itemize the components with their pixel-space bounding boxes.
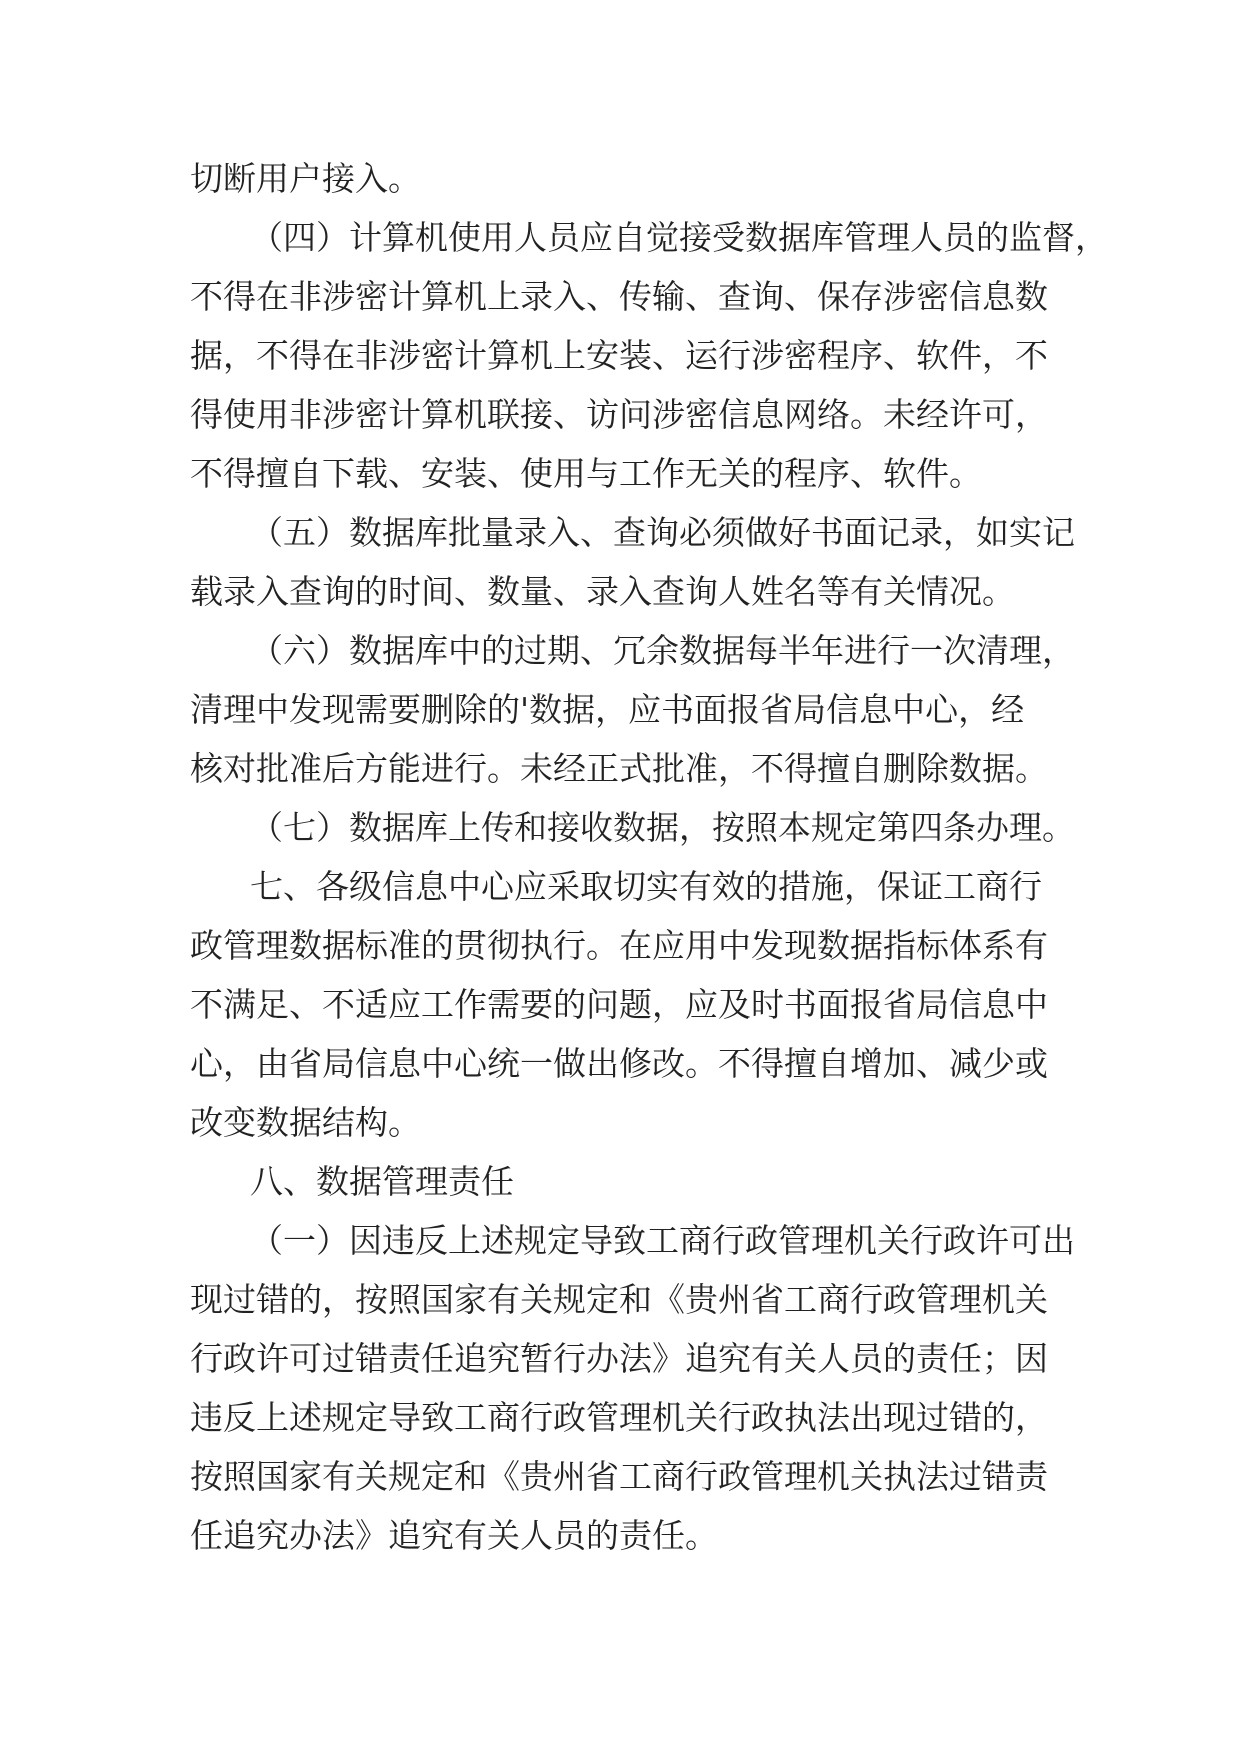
text-line: 载录入查询的时间、数量、录入查询人姓名等有关情况。 — [190, 572, 1015, 611]
text-line: 得使用非涉密计算机联接、访问涉密信息网络。未经许可， — [190, 395, 1048, 434]
text-line: 政管理数据标准的贯彻执行。在应用中发现数据指标体系有 — [190, 926, 1048, 965]
text-line: 七、各级信息中心应采取切实有效的措施，保证工商行 — [250, 867, 1042, 906]
text-line: （六）数据库中的过期、冗余数据每半年进行一次清理， — [250, 631, 1075, 670]
text-line: 据，不得在非涉密计算机上安装、运行涉密程序、软件，不 — [190, 336, 1048, 375]
text-line: 清理中发现需要删除的'数据，应书面报省局信息中心，经 — [190, 690, 1025, 729]
text-line: 行政许可过错责任追究暂行办法》追究有关人员的责任；因 — [190, 1339, 1048, 1378]
text-line: （七）数据库上传和接收数据，按照本规定第四条办理。 — [250, 808, 1075, 847]
text-line: （四）计算机使用人员应自觉接受数据库管理人员的监督， — [250, 218, 1108, 257]
text-line: （一）因违反上述规定导致工商行政管理机关行政许可出 — [250, 1221, 1075, 1260]
text-line: 按照国家有关规定和《贵州省工商行政管理机关执法过错责 — [190, 1457, 1048, 1496]
text-line: 违反上述规定导致工商行政管理机关行政执法出现过错的， — [190, 1398, 1048, 1437]
text-line: 现过错的，按照国家有关规定和《贵州省工商行政管理机关 — [190, 1280, 1048, 1319]
text-line: 心，由省局信息中心统一做出修改。不得擅自增加、减少或 — [190, 1044, 1048, 1083]
text-line: 不得擅自下载、安装、使用与工作无关的程序、软件。 — [190, 454, 982, 493]
text-line: 改变数据结构。 — [190, 1103, 421, 1142]
text-line: 不得在非涉密计算机上录入、传输、查询、保存涉密信息数 — [190, 277, 1048, 316]
text-line: （五）数据库批量录入、查询必须做好书面记录，如实记 — [250, 513, 1075, 552]
text-line: 任追究办法》追究有关人员的责任。 — [190, 1516, 718, 1555]
text-line: 不满足、不适应工作需要的问题，应及时书面报省局信息中 — [190, 985, 1048, 1024]
text-line: 核对批准后方能进行。未经正式批准，不得擅自删除数据。 — [190, 749, 1048, 788]
section-heading: 八、数据管理责任 — [250, 1162, 514, 1201]
text-line: 切断用户接入。 — [190, 159, 421, 198]
